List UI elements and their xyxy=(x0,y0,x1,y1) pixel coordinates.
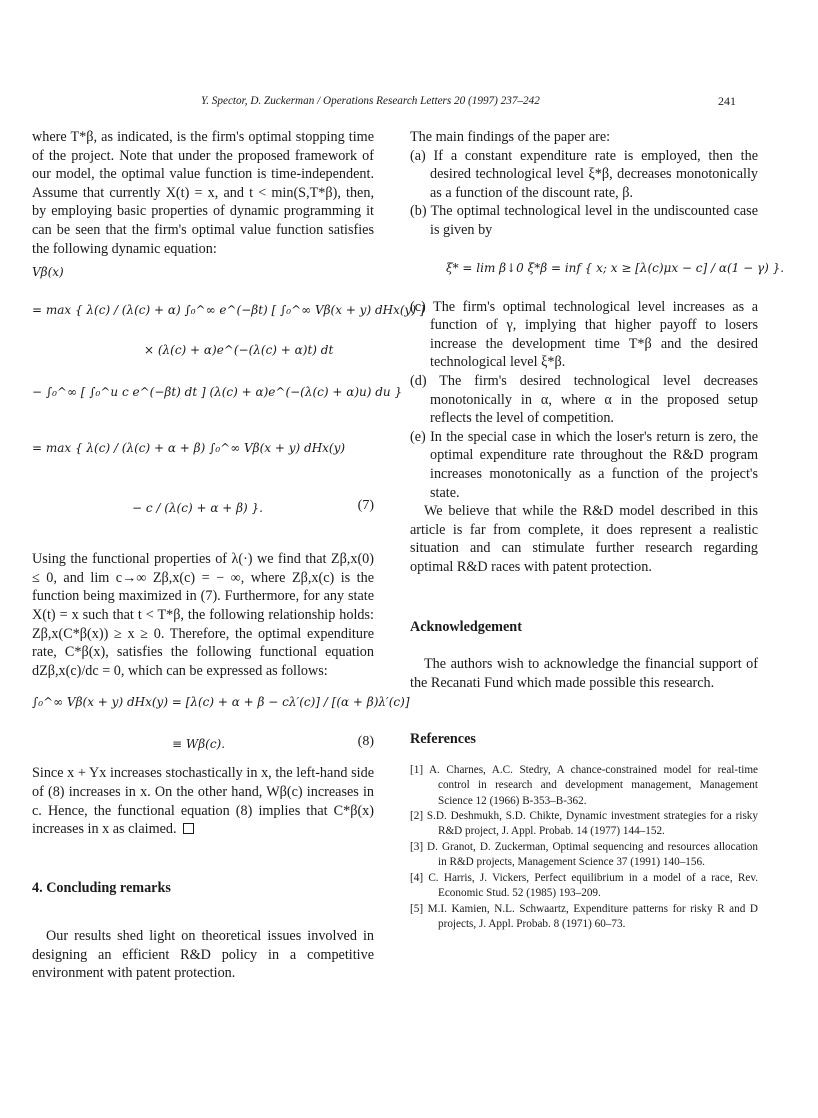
paragraph-optimal-stopping: where T*β, as indicated, is the firm's optimal stopping time of the project. Note that under the proposed framework of our model, the optimal value function is time-independent. Assume that currently X(t) = x, and t < min(S,T*β), then, by employing basic properties of dynamic programming it can be seen that the firm's optimal value function satisfies the following dynamic equation: xyxy=(32,129,374,257)
equation-8-line-2: ≡ Wβ(c). xyxy=(172,737,226,752)
equation-number-7: (7) xyxy=(357,498,374,514)
equation-line-1: = max { λ(c) / (λ(c) + α) ∫₀^∞ e^(−βt) [ ∫₀^∞ Vβ(x + y) dHx(y) ] xyxy=(32,303,425,318)
left-column xyxy=(32,128,425,983)
equation-line-4: = max { λ(c) / (λ(c) + α + β) ∫₀^∞ Vβ(x + y) dHx(y) xyxy=(32,441,346,456)
paragraph-functional-properties: Using the functional properties of λ(·) we find that Zβ,x(0) ≤ 0, and lim c→∞ Zβ,x(c) = − ∞, where Zβ,x(c) is the function being maximized in (7). Furthermore, for any state X(t) = x such that t < T*β, the following relationship holds: Zβ,x(C*β(x)) ≥ x ≥ 0. Therefore, the optimal expenditure rate, C*β(x), satisfies the following functional equation dZβ,x(c)/dc = 0, which can be expressed as follows: xyxy=(32,551,374,679)
reference-item: [2] S.D. Deshmukh, S.D. Chikte, Dynamic investment strategies for a risky R&D project, J. Appl. Probab. 14 (1977) 144–152. xyxy=(410,810,758,838)
equation-8 xyxy=(32,680,410,764)
section-heading-acknowledgement: Acknowledgement xyxy=(410,619,522,636)
equation-7 xyxy=(32,258,425,550)
running-header xyxy=(0,93,818,113)
reference-list xyxy=(410,763,758,932)
finding-a: (a) If a constant expenditure rate is employed, then the desired technological level ξ*β, decreases monotonically as a function of the discount rate, β. xyxy=(410,147,758,201)
reference-item: [3] D. Granot, D. Zuckerman, Optimal sequencing and resources allocation in R&D projects, Management Science 37 (1991) 140–156. xyxy=(410,840,758,869)
equation-undiscounted-text: ξ* = lim β↓0 ξ*β = inf { x; x ≥ [λ(c)μx − c] / α(1 − γ) }. xyxy=(446,260,785,275)
equation-line-2: × (λ(c) + α)e^(−(λ(c) + α)t) dt xyxy=(144,343,334,358)
running-title: Y. Spector, D. Zuckerman / Operations Research Letters 20 (1997) 237–242 xyxy=(201,95,540,107)
reference-item: [5] M.I. Kamien, N.L. Schwaartz, Expenditure patterns for risky R and D projects, J. Appl. Probab. 8 (1971) 60–73. xyxy=(410,902,758,930)
finding-e: (e) In the special case in which the loser's return is zero, the optimal expenditure rate throughout the R&D program increases monotonically as a function of the project's state. xyxy=(410,428,758,501)
paragraph-stochastic-text: Since x + Yx increases stochastically in x, the left-hand side of (8) increases in x. On the other hand, Wβ(c) increases in c. Hence, the functional equation (8) implies that C*β(x) increases in x as claimed. xyxy=(32,765,374,838)
equation-line-3: − ∫₀^∞ [ ∫₀^u c e^(−βt) dt ] (λ(c) + α)e^(−(λ(c) + α)u) du } xyxy=(32,385,403,400)
reference-item: [1] A. Charnes, A.C. Stedry, A chance-constrained model for real-time control in research and development management, Management Science 12 (1966) B-353–B-362. xyxy=(410,763,758,807)
right-column xyxy=(410,128,785,932)
paragraph-concluding: Our results shed light on theoretical issues involved in designing an efficient R&D policy in a competitive environment with patent protection. xyxy=(32,928,374,982)
page-number: 241 xyxy=(718,94,736,108)
section-heading-references: References xyxy=(410,731,476,748)
section-heading-concluding: 4. Concluding remarks xyxy=(32,879,171,896)
qed-square-icon xyxy=(183,823,194,834)
equation-number-8: (8) xyxy=(357,734,374,750)
finding-b: (b) The optimal technological level in the undiscounted case is given by xyxy=(410,203,758,238)
finding-c: (c) The firm's optimal technological level increases as a function of γ, implying that higher payoff to losers increase the development time T*β and the desired technological level ξ*β. xyxy=(410,298,758,371)
finding-d: (d) The firm's desired technological level decreases monotonically in α, where α in the proposed setup reflects the level of competition. xyxy=(410,372,758,427)
findings-intro: The main findings of the paper are: xyxy=(410,129,611,145)
reference-item: [4] C. Harris, J. Vickers, Perfect equilibrium in a model of a race, Rev. Economic Stud. 52 (1985) 193–209. xyxy=(410,871,758,900)
paragraph-stochastic xyxy=(32,764,374,838)
paragraph-acknowledgement: The authors wish to acknowledge the financial support of the Recanati Fund which made possible this research. xyxy=(410,656,758,691)
equation-line-5: − c / (λ(c) + α + β) }. xyxy=(132,501,263,516)
paragraph-closing: We believe that while the R&D model described in this article is far from complete, it does represent a realistic situation and can stimulate further research regarding optimal R&D races with patent protection. xyxy=(410,503,758,575)
equation-8-line-1: ∫₀^∞ Vβ(x + y) dHx(y) = [λ(c) + α + β − cλ′(c)] / [(α + β)λ′(c)] xyxy=(32,695,410,710)
equation-lhs: Vβ(x) xyxy=(32,265,64,280)
equation-undiscounted xyxy=(410,240,785,298)
